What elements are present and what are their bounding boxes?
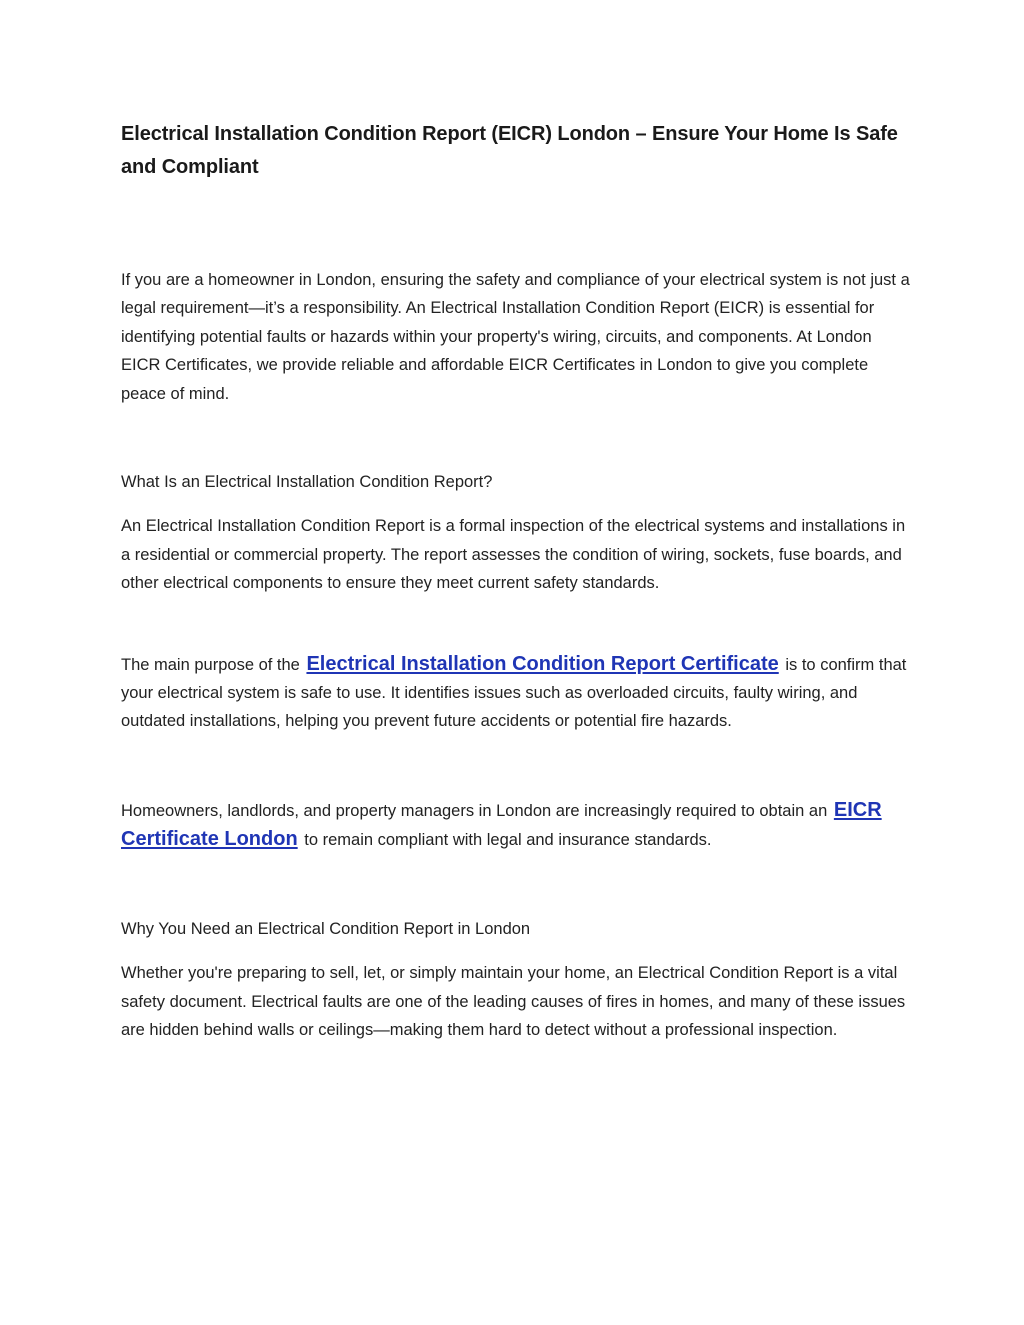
intro-paragraph: If you are a homeowner in London, ensuring the safety and compliance of your electrical system is not just a legal requirement—it’s a responsibility. An Electrical Installation Condition Report (EICR) is essential for identifying potential faults or hazards within your property's wiring, circuits, and components. At London EICR Certificates, we provide reliable and affordable EICR Certificates in London to give you complete peace of mind. (121, 271, 910, 403)
owners-paragraph (121, 796, 911, 855)
why-heading: Why You Need an Electrical Condition Report in London (121, 919, 531, 938)
purpose-text-after: is to confirm that your electrical system is safe to use. It identifies issues such as overloaded circuits, faulty wiring, and outdated installations, helping you prevent future accidents or potential fire hazards. (121, 655, 907, 731)
document-content (121, 118, 911, 1044)
why-paragraph: Whether you're preparing to sell, let, or simply maintain your home, an Electrical Condition Report is a vital safety document. Electrical faults are one of the leading causes of fires in homes, and many of these issues are hidden behind walls or ceilings—making them hard to detect without a professional inspection. (121, 964, 906, 1039)
eicr-certificate-link[interactable]: Electrical Installation Condition Report Certificate (306, 652, 779, 675)
owners-text-after: to remain compliant with legal and insurance standards. (304, 831, 712, 850)
purpose-text-before: The main purpose of the (121, 655, 300, 674)
what-is-paragraph: An Electrical Installation Condition Report is a formal inspection of the electrical systems and installations in a residential or commercial property. The report assesses the condition of wiring, sockets, fuse boards, and other electrical components to ensure they meet current safety standards. (121, 517, 906, 593)
what-is-heading: What Is an Electrical Installation Condition Report? (121, 473, 493, 492)
owners-text-before: Homeowners, landlords, and property managers in London are increasingly required to obtain an (121, 801, 828, 820)
document-title: Electrical Installation Condition Report (EICR) London – Ensure Your Home Is Safe and Compliant (121, 123, 898, 178)
purpose-paragraph (121, 650, 911, 736)
eicr-london-link[interactable]: EICR Certificate London (121, 798, 882, 851)
